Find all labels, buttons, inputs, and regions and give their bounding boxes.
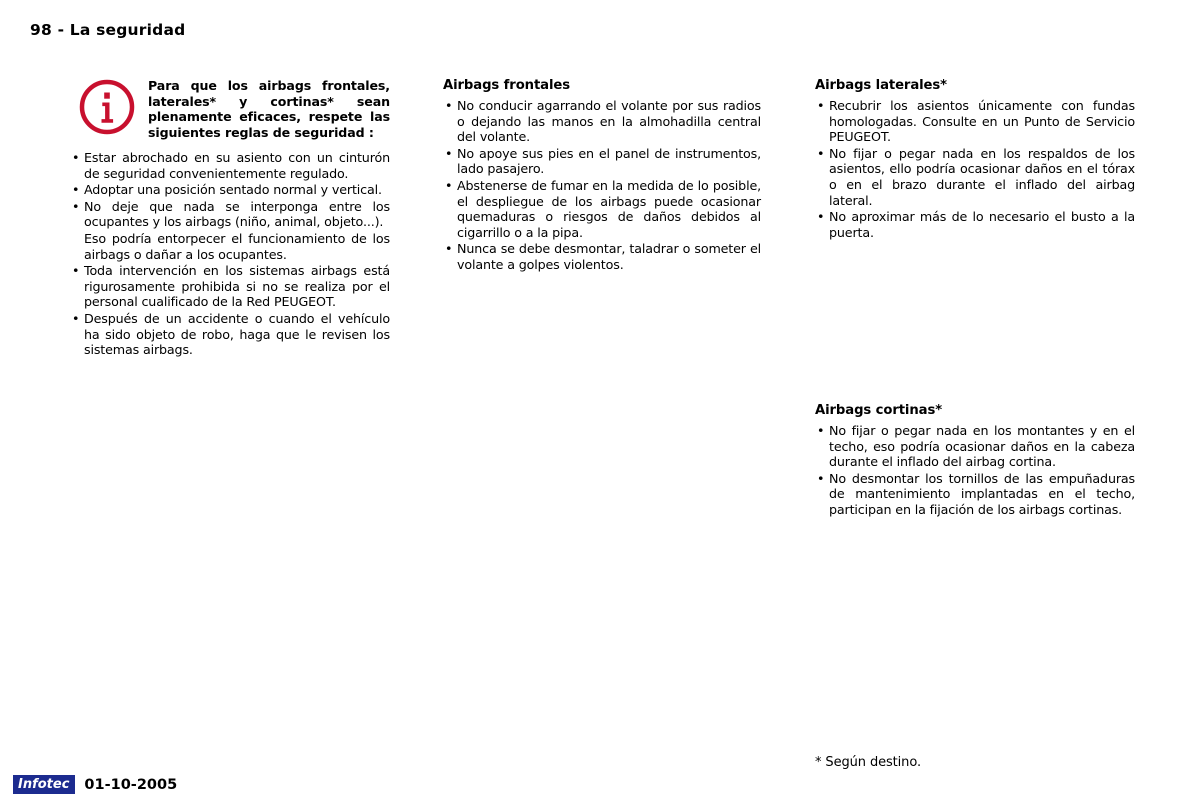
infotec-logo: Infotec [13, 775, 75, 794]
cortinas-list [815, 423, 1135, 518]
section-title-cortinas: Airbags cortinas* [815, 403, 942, 418]
warning-header [70, 78, 390, 150]
list-item: • Abstenerse de fumar en la medida de lo posible, el despliegue de los airbags puede ocasionar quemaduras o riesgos de daños debidos al cigarrillo o a la pipa. [443, 178, 761, 240]
list-item: • No deje que nada se interponga entre los ocupantes y los airbags (niño, animal, objeto...). [70, 199, 390, 230]
column-warning [70, 78, 390, 359]
page-title: 98 - La seguridad [30, 21, 186, 39]
warning-text: Para que los airbags frontales, laterales* y cortinas* sean plenamente eficaces, respete las siguientes reglas de seguridad : [148, 78, 390, 140]
column-frontal-airbags [443, 78, 761, 274]
curtain-airbags-block [815, 403, 1135, 519]
list-item: • No fijar o pegar nada en los montantes y en el techo, eso podría ocasionar daños en la cabeza durante el inflado del airbag cortina. [815, 423, 1135, 470]
info-circle-icon [78, 78, 136, 136]
list-item: • Adoptar una posición sentado normal y vertical. [70, 182, 390, 198]
warning-list [70, 150, 390, 358]
list-item: • Toda intervención en los sistemas airbags está rigurosamente prohibida si no se realiza por el personal cualificado de la Red PEUGEOT. [70, 263, 390, 310]
laterales-list [815, 98, 1135, 240]
page-footer [13, 775, 177, 794]
section-title-laterales: Airbags laterales* [815, 78, 947, 93]
list-item: • No aproximar más de lo necesario el busto a la puerta. [815, 209, 1135, 240]
section-title-frontal: Airbags frontales [443, 78, 570, 93]
footnote: * Según destino. [815, 755, 921, 770]
column-side-curtain-airbags [815, 78, 1135, 517]
list-item: • No fijar o pegar nada en los respaldos de los asientos, ello podría ocasionar daños en el tórax o en el brazo durante el inflado del airbag lateral. [815, 146, 1135, 208]
list-item: • Recubrir los asientos únicamente con fundas homologadas. Consulte en un Punto de Servicio PEUGEOT. [815, 98, 1135, 145]
list-item: • Estar abrochado en su asiento con un cinturón de seguridad convenientemente regulado. [70, 150, 390, 181]
list-item: • No apoye sus pies en el panel de instrumentos, lado pasajero. [443, 146, 761, 177]
list-item: • Después de un accidente o cuando el vehículo ha sido objeto de robo, haga que le revisen los sistemas airbags. [70, 311, 390, 358]
frontal-list [443, 98, 761, 273]
list-item: • No conducir agarrando el volante por sus radios o dejando las manos en la almohadilla central del volante. [443, 98, 761, 145]
list-item: • Nunca se debe desmontar, taladrar o someter el volante a golpes violentos. [443, 241, 761, 272]
list-item: • No desmontar los tornillos de las empuñaduras de mantenimiento implantadas en el techo, participan en la fijación de los airbags cortinas. [815, 471, 1135, 518]
list-item: Eso podría entorpecer el funcionamiento de los airbags o dañar a los ocupantes. [84, 230, 390, 262]
footer-date: 01-10-2005 [84, 777, 178, 793]
